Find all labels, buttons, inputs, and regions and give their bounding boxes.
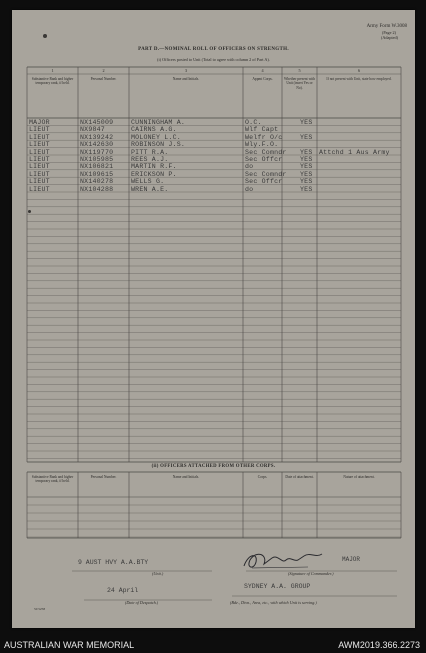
officer-appmt: Welfr O/c	[245, 133, 283, 141]
officer-present: YES	[300, 156, 313, 163]
officer-present: YES	[300, 119, 313, 126]
officer-appmt: Sec Comndr	[245, 148, 287, 156]
officer-number: NX145009	[80, 119, 114, 126]
officer-rank: LIEUT	[29, 126, 50, 134]
officer-rank: LIEUT	[29, 133, 50, 141]
column-header-attached: Substantive Rank and higher temporary rank, if held.	[31, 475, 74, 484]
officer-appmt: O.C.	[245, 119, 262, 126]
footer-reference: AWM2019.366.2273	[338, 640, 420, 650]
despatch-date-value: 24 April	[107, 587, 139, 594]
officer-name: REES A.J.	[131, 156, 169, 163]
officer-present: YES	[300, 148, 313, 156]
column-header: If not present with Unit, state how employed.	[326, 77, 392, 81]
form-page: (Page 2)	[381, 30, 396, 35]
column-header: Personal Number.	[90, 77, 117, 81]
column-header: Whether present with Unit (insert Yes or No).	[284, 77, 315, 90]
column-number: 4	[261, 68, 264, 73]
print-code: 50 5258	[34, 607, 46, 611]
officer-number: NX106821	[80, 163, 114, 171]
officer-name: ROBINSON J.S.	[131, 141, 186, 149]
column-number: 6	[357, 68, 361, 73]
officer-appmt: Sec Comndr	[245, 170, 287, 178]
part-d-subtitle: (i) Officers posted to Unit (Total to agree with column 2 of Part A).	[157, 57, 270, 62]
officer-name: PITT R.A.	[131, 148, 169, 156]
part-ii-title: (ii) OFFICERS ATTACHED FROM OTHER CORPS.	[151, 464, 276, 469]
column-number: 1	[51, 68, 54, 73]
column-header-attached: Name and Initials.	[172, 475, 200, 479]
officer-present: YES	[300, 133, 313, 141]
column-header: Name and Initials.	[172, 77, 200, 81]
signature-label: (Signature of Commander.)	[288, 571, 334, 576]
officer-number: NX104288	[80, 185, 114, 193]
officer-rank: LIEUT	[29, 170, 50, 178]
column-header: Appmt Corps.	[252, 77, 273, 81]
officer-number: NX140278	[80, 178, 114, 186]
officer-appmt: Wlf Capt	[245, 126, 279, 134]
officer-number: NX9847	[80, 126, 105, 134]
officer-name: WREN A.E.	[131, 185, 169, 193]
officer-appmt: Sec Offcr	[245, 156, 283, 163]
form-number: Army Form W.3008	[366, 24, 407, 29]
part-d-title: PART D.—NOMINAL ROLL OF OFFICERS ON STRENGTH.	[138, 47, 289, 52]
officer-number: NX139242	[80, 133, 114, 141]
officer-rank: LIEUT	[29, 141, 50, 149]
group-label: (Bde., Divn., Area, etc., with which Unit is serving.)	[230, 600, 317, 605]
officer-appmt: Sec Offcr	[245, 178, 283, 186]
column-header-attached: Corps.	[257, 475, 268, 479]
unit-value: 9 AUST HVY A.A.BTY	[78, 559, 149, 566]
officer-appmt: do	[245, 185, 254, 193]
officer-name: CUNNINGHAM A.	[131, 119, 186, 126]
commander-rank-value: MAJOR	[342, 556, 361, 563]
footer-institution: AUSTRALIAN WAR MEMORIAL	[4, 640, 135, 650]
column-header-attached: Date of attachment.	[285, 475, 314, 479]
officer-appmt: do	[245, 163, 254, 171]
officer-name: WELLS G.	[131, 178, 165, 186]
officer-present: YES	[300, 178, 313, 186]
officer-number: NX119770	[80, 148, 114, 156]
officers-table-grid	[12, 10, 415, 628]
column-number: 5	[298, 68, 301, 73]
column-number: 2	[102, 68, 105, 73]
officer-appmt: Wly.F.O.	[245, 141, 279, 149]
despatch-date-label: (Date of Despatch.)	[125, 600, 159, 605]
officer-name: MARTIN R.F.	[131, 163, 177, 171]
officer-rank: LIEUT	[29, 148, 50, 156]
officer-present: YES	[300, 163, 313, 171]
form-sheet	[12, 10, 415, 628]
officer-employed: Attchd 1 Aus Army	[319, 148, 390, 156]
officer-name: CAIRNS A.G.	[131, 126, 177, 134]
officer-number: NX109615	[80, 170, 114, 178]
column-number: 3	[184, 68, 188, 73]
unit-label: (Unit.)	[152, 571, 164, 576]
officer-rank: LIEUT	[29, 156, 50, 163]
officer-number: NX105985	[80, 156, 114, 163]
form-adapted: (Adapted)	[381, 35, 398, 40]
group-value: SYDNEY A.A. GROUP	[244, 583, 311, 590]
officer-rank: LIEUT	[29, 178, 50, 186]
column-header-attached: Nature of attachment.	[343, 475, 375, 479]
officer-number: NX142630	[80, 141, 114, 149]
column-header: Substantive Rank and higher temporary rank, if held.	[31, 77, 74, 86]
column-header-attached: Personal Number.	[90, 475, 117, 479]
officer-name: ERICKSON P.	[131, 170, 177, 178]
officer-present: YES	[300, 170, 313, 178]
archive-footer	[0, 637, 426, 653]
officer-rank: LIEUT	[29, 163, 50, 171]
officer-rank: MAJOR	[29, 119, 50, 126]
officer-name: MOLONEY L.C.	[131, 133, 181, 141]
officer-rank: LIEUT	[29, 185, 50, 193]
officer-present: YES	[300, 185, 313, 193]
